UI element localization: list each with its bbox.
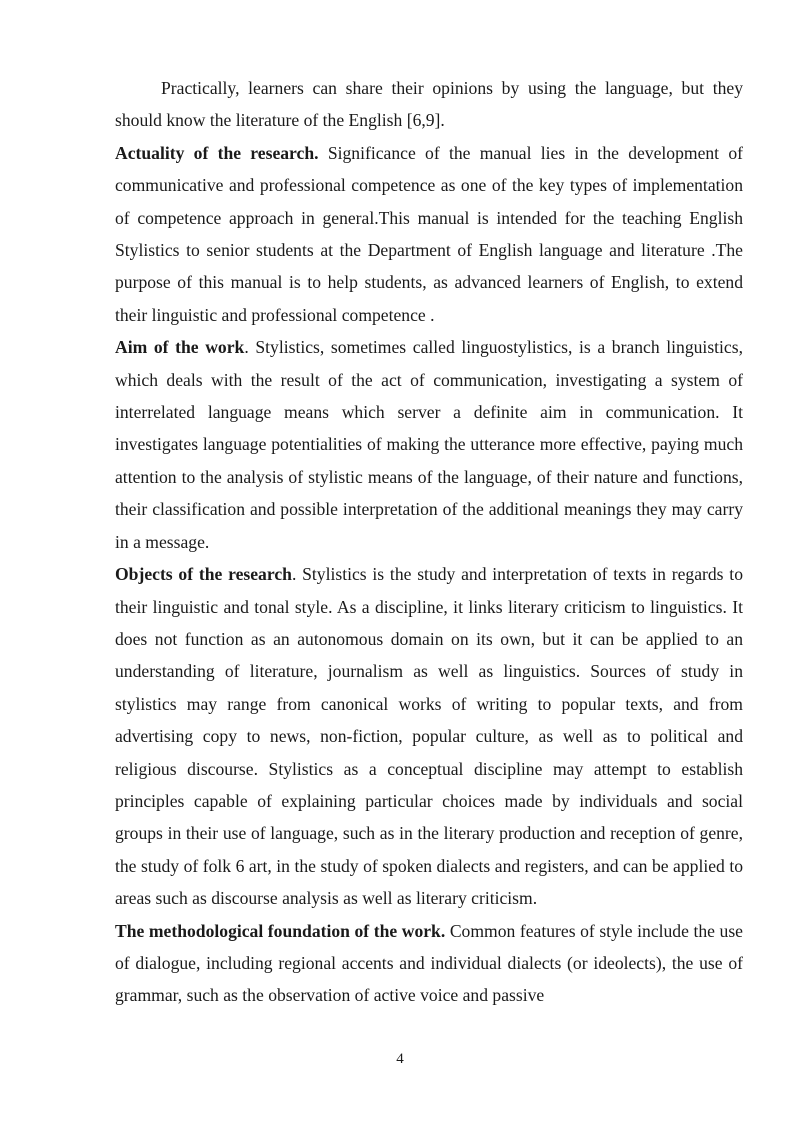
paragraph-heading: The methodological foundation of the work.: [115, 920, 446, 941]
paragraph-heading: Aim of the work: [115, 337, 245, 358]
paragraph-text: . Stylistics, sometimes called linguostylistics, is a branch linguistics, which deals with the result of the act of communication, investigating a system of interrelated language means which server a definite aim in communication. It investigates language potentialities of making the utterance more effective, paying much attention to the analysis of stylistic means of the language, of their nature and functions, their classification and possible interpretation of the additional meanings they may carry in a message.: [115, 337, 743, 552]
paragraph-intro: [115, 72, 743, 137]
paragraph-heading: Actuality of the research.: [115, 142, 319, 163]
paragraph-methodology: [115, 915, 743, 1012]
paragraph-aim: [115, 331, 743, 558]
paragraph-text: Significance of the manual lies in the development of communicative and professional competence as one of the key types of implementation of competence approach in general.This manual is intended for the teaching English Stylistics to senior students at the Department of English language and literature .The purpose of this manual is to help students, as advanced learners of English, to extend their linguistic and professional competence .: [115, 142, 743, 325]
document-body: [115, 72, 743, 1012]
paragraph-text: . Stylistics is the study and interpretation of texts in regards to their linguistic and tonal style. As a discipline, it links literary criticism to linguistics. It does not function as an autonomous domain on its own, but it can be applied to an understanding of literature, journalism as well as linguistics. Sources of study in stylistics may range from canonical works of writing to popular texts, and from advertising copy to news, non-fiction, popular culture, as well as to political and religious discourse. Stylistics as a conceptual discipline may attempt to establish principles capable of explaining particular choices made by individuals and social groups in their use of language, such as in the literary production and reception of genre, the study of folk 6 art, in the study of spoken dialects and registers, and can be applied to areas such as discourse analysis as well as literary criticism.: [115, 564, 743, 909]
paragraph-text: Common features of style include the use of dialogue, including regional accents and individual dialects (or ideolects), the use of grammar, such as the observation of active voice and passive: [115, 920, 743, 1006]
paragraph-actuality: [115, 137, 743, 331]
page-number: 4: [396, 1051, 404, 1067]
paragraph-text: Practically, learners can share their opinions by using the language, but they should know the literature of the English [6,9].: [115, 78, 743, 131]
paragraph-objects: [115, 558, 743, 914]
paragraph-heading: Objects of the research: [115, 564, 292, 585]
